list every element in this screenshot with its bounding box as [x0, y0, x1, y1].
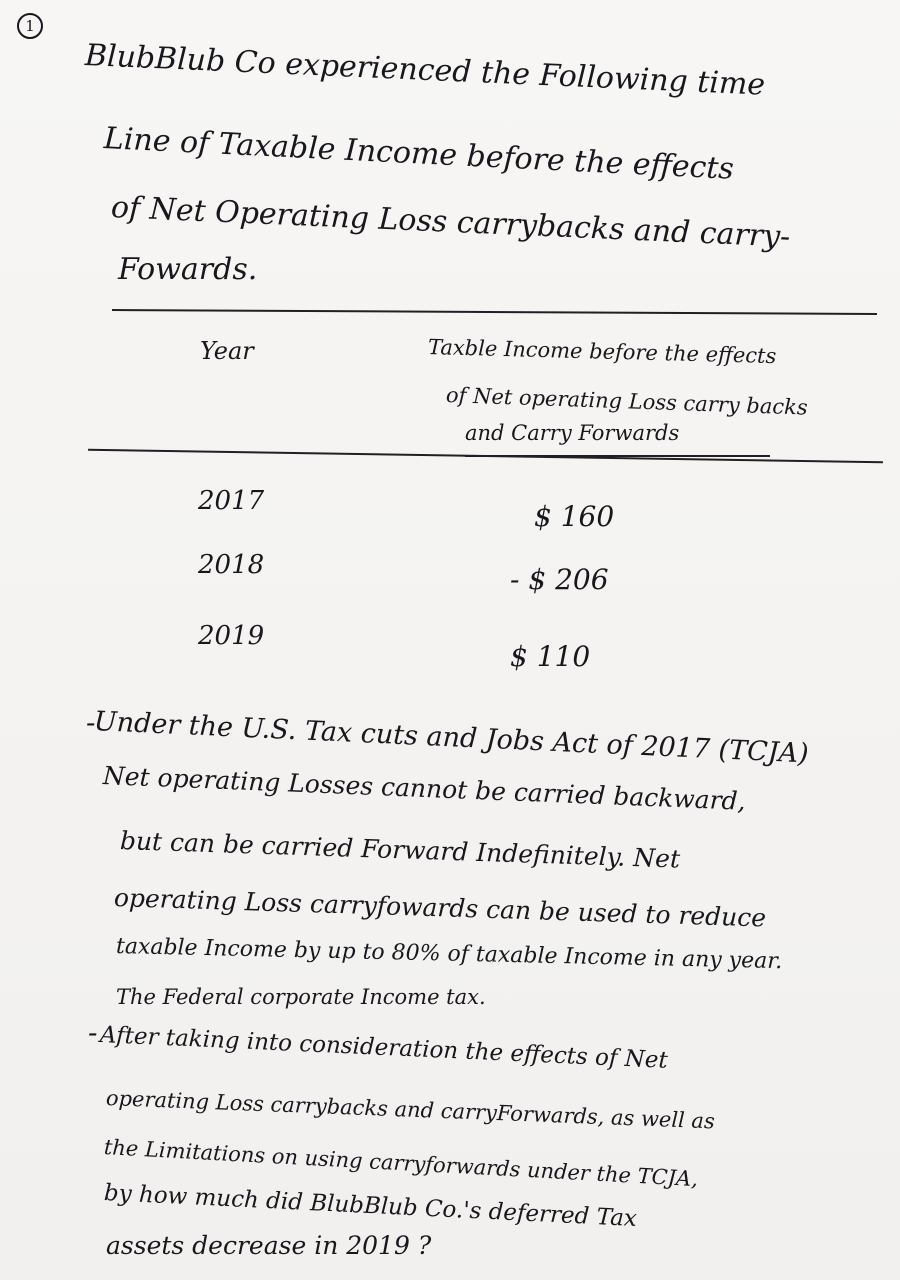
note-2-line-4: by how much did BlubBlub Co.'s deferred Tax — [103, 1180, 638, 1233]
note-2-line-3: the Limitations on using carryforwards under the TCJA, — [103, 1135, 699, 1192]
note-1-line-5: taxable Income by up to 80% of taxable Income in any year. — [115, 934, 783, 975]
note-2-line-1: After taking into consideration the effects of Net — [99, 1022, 669, 1074]
table-top-rule — [112, 309, 877, 315]
table-header-income-line-3: and Carry Forwards — [465, 421, 680, 445]
note-2-bullet: - — [88, 1016, 98, 1049]
table-row-year-2019: 2019 — [198, 621, 265, 651]
note-1-line-2: Net operating Losses cannot be carried backward, — [102, 761, 747, 816]
table-header-income-line-2: of Net operating Loss carry backs — [445, 383, 809, 420]
note-2-line-2: operating Loss carrybacks and carryForwards, as well as — [105, 1086, 716, 1134]
table-row-year-2017: 2017 — [198, 486, 265, 516]
table-row-value-2017: $ 160 — [534, 500, 615, 533]
intro-line-2: Line of Taxable Income before the effects — [103, 121, 735, 187]
question-number-badge: 1 — [17, 13, 43, 39]
table-row-year-2018: 2018 — [198, 550, 265, 580]
intro-line-4: Fowards. — [118, 252, 258, 287]
table-row-value-2018: - $ 206 — [510, 563, 609, 596]
note-1-line-4: operating Loss carryfowards can be used to reduce — [113, 883, 767, 933]
note-2-line-5: assets decrease in 2019 ? — [106, 1231, 432, 1260]
table-row-value-2019: $ 110 — [510, 640, 591, 673]
note-1-bullet: - — [86, 706, 96, 739]
intro-line-1: BlubBlub Co experienced the Following time — [84, 38, 766, 103]
table-header-year: Year — [200, 337, 254, 365]
note-1-line-3: but can be carried Forward Indefinitely. Net — [119, 826, 681, 874]
note-1-line-1: Under the U.S. Tax cuts and Jobs Act of 2017 (TCJA) — [93, 706, 810, 770]
table-header-income-line-1: Taxble Income before the effects — [427, 335, 777, 369]
intro-line-3: of Net Operating Loss carrybacks and carry- — [110, 190, 791, 255]
note-1-line-6: The Federal corporate Income tax. — [116, 985, 486, 1009]
